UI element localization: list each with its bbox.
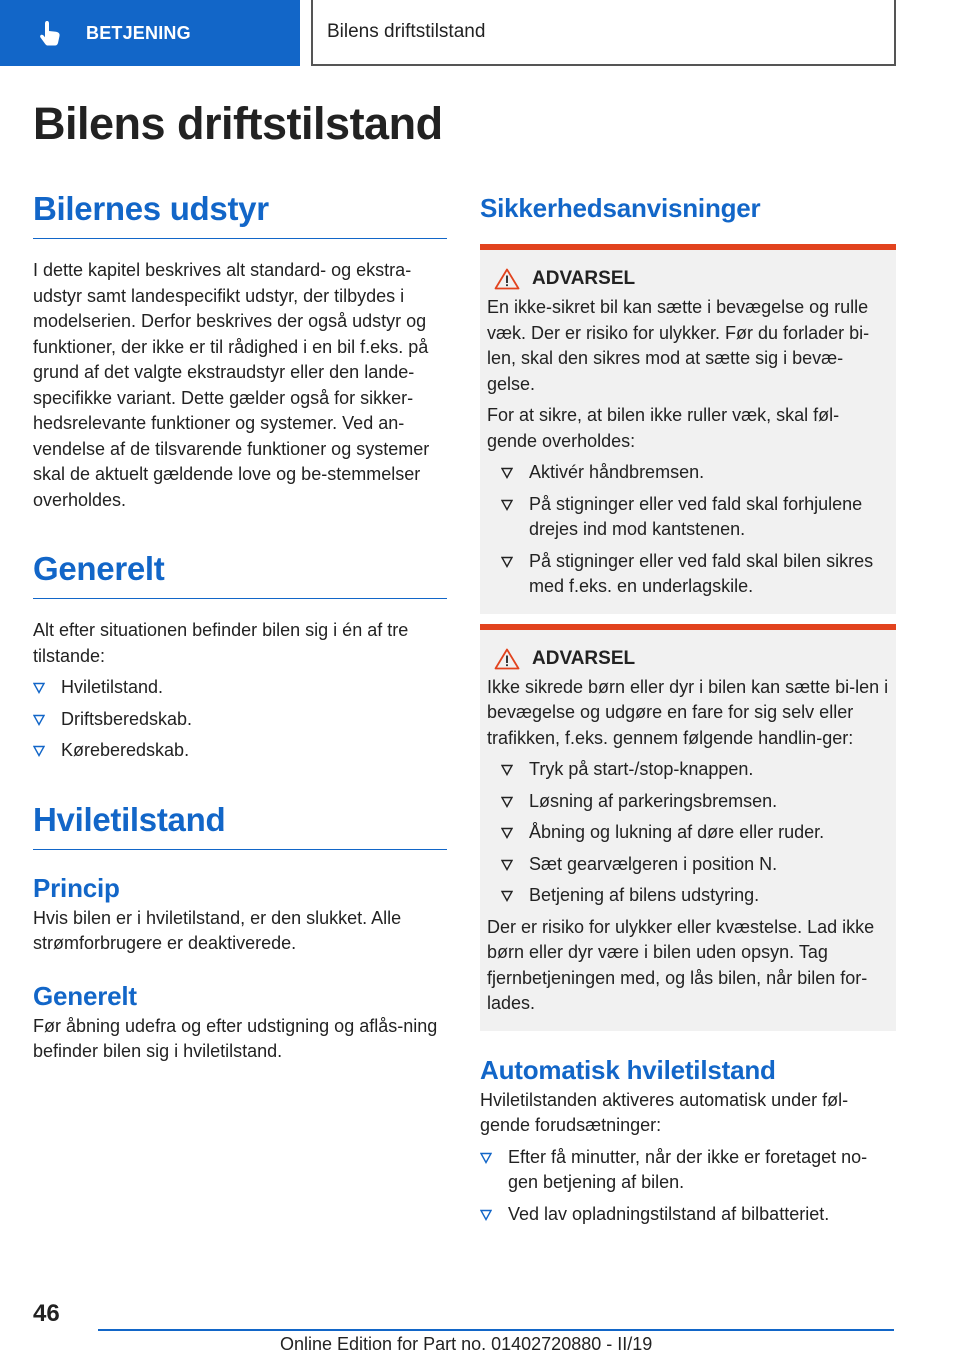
page-number: 46 [33,1300,60,1327]
triangle-bullet-icon [501,467,513,479]
states-list [33,675,447,764]
warning-box [480,244,896,614]
list-item: På stigninger eller ved fald skal bilen sikres med f.eks. en underlagskile. [501,549,889,600]
warning-body: En ikke-sikret bil kan sætte i bevægelse og rulle væk. Der er risiko for ulykker. Før du forlader bi-len, skal den sikres mod at sætte sig i bevæ-gelse. [487,297,870,394]
warning-body: For at sikre, at bilen ikke ruller væk, skal føl-gende overholdes: [487,405,840,451]
triangle-bullet-icon [33,682,45,694]
warning-body: Der er risiko for ulykker eller kvæstelse. Lad ikke børn eller dyr være i bilen uden opsyn. Tag fjernbetjeningen med, og lås bilen, når bilen for-lades. [487,916,875,1013]
list-item: På stigninger eller ved fald skal forhjulene drejes ind mod kantstenen. [501,492,889,543]
udstyr-body: I dette kapitel beskrives alt standard- og ekstra-udstyr samt landespecifikt udstyr, der tilbydes i modelserien. Derfor beskrives der også udstyr og funktioner, der ikke er til rådighed i en bil f.eks. på grund af det valgte ekstraudstyr eller den lande-specifikke variant. Dette gælder også for sikker-hedsrelevante funktioner og systemer. Ved an-vendelse af de tilsvarende funktioner og systemer skal de aktuelt gældende love og be-stemmelser overholdes. [33,260,430,510]
left-column [33,190,447,1065]
chapter-title-box [311,0,896,66]
warning-header [494,648,889,670]
triangle-bullet-icon [33,745,45,757]
edition-text: Online Edition for Part no. 01402720880 - II/19 [280,1334,653,1354]
list-item: Efter få minutter, når der ikke er foretaget no-gen betjening af bilen. [480,1145,896,1196]
triangle-bullet-icon [501,890,513,902]
list-item: Driftsberedskab. [33,707,447,733]
generelt-sub-body: Før åbning udefra og efter udstigning og aflås-ning befinder bilen sig i hviletilstand. [33,1015,438,1061]
warning-label: ADVARSEL [532,647,636,669]
triangle-bullet-icon [501,827,513,839]
list-item: Betjening af bilens udstyring. [501,883,889,909]
triangle-bullet-icon [501,859,513,871]
hand-pointer-icon [36,18,66,48]
list-item: Køreberedskab. [33,738,447,764]
chapter-label: Bilens driftstilstand [327,21,486,42]
section-generelt [33,550,447,764]
list-item: Løsning af parkeringsbremsen. [501,789,889,815]
triangle-bullet-icon [501,764,513,776]
heading-sikkerhed: Sikkerhedsanvisninger [480,193,761,223]
automatisk-intro: Hviletilstanden aktiveres automatisk under føl-gende forudsætninger: [480,1089,849,1135]
list-item: Sæt gearvælgeren i position N. [501,852,889,878]
warning-header [494,268,889,290]
warning-list [501,757,889,909]
list-item: Åbning og lukning af døre eller ruder. [501,820,889,846]
list-item: Hviletilstand. [33,675,447,701]
warning-label: ADVARSEL [532,268,636,289]
heading-hviletilstand: Hviletilstand [33,801,447,850]
princip-body: Hvis bilen er i hviletilstand, er den slukket. Alle strømforbrugere er deaktiverede. [33,907,402,953]
heading-udstyr: Bilernes udstyr [33,190,447,239]
triangle-bullet-icon [501,499,513,511]
warning-body: Ikke sikrede børn eller dyr i bilen kan sætte bi-len i bevægelse og udgøre en fare for sig selv eller trafikken, f.eks. gennem følgende handlin-ger: [487,676,889,748]
heading-generelt: Generelt [33,550,447,599]
footer-divider [98,1329,894,1331]
list-item: Ved lav opladningstilstand af bilbatteriet. [480,1202,896,1228]
warning-box [480,624,896,1031]
list-item: Tryk på start-/stop-knappen. [501,757,889,783]
heading-princip: Princip [33,872,120,903]
warning-triangle-icon [494,648,520,670]
heading-generelt-sub: Generelt [33,980,137,1011]
warning-triangle-icon [494,268,520,290]
right-column [480,190,896,1227]
page-title: Bilens driftstilstand [33,98,443,149]
section-udstyr [33,190,447,513]
triangle-bullet-icon [501,556,513,568]
automatisk-list [480,1145,896,1228]
generelt-intro: Alt efter situationen befinder bilen sig i én af tre tilstande: [33,620,409,666]
warning-list [501,460,889,600]
list-item: Aktivér håndbremsen. [501,460,889,486]
triangle-bullet-icon [501,796,513,808]
triangle-bullet-icon [480,1152,492,1164]
section-label: BETJENING [86,22,191,43]
triangle-bullet-icon [480,1209,492,1221]
triangle-bullet-icon [33,714,45,726]
section-hviletilstand [33,801,447,1065]
section-tab[interactable] [0,0,300,66]
heading-automatisk: Automatisk hviletilstand [480,1054,776,1085]
